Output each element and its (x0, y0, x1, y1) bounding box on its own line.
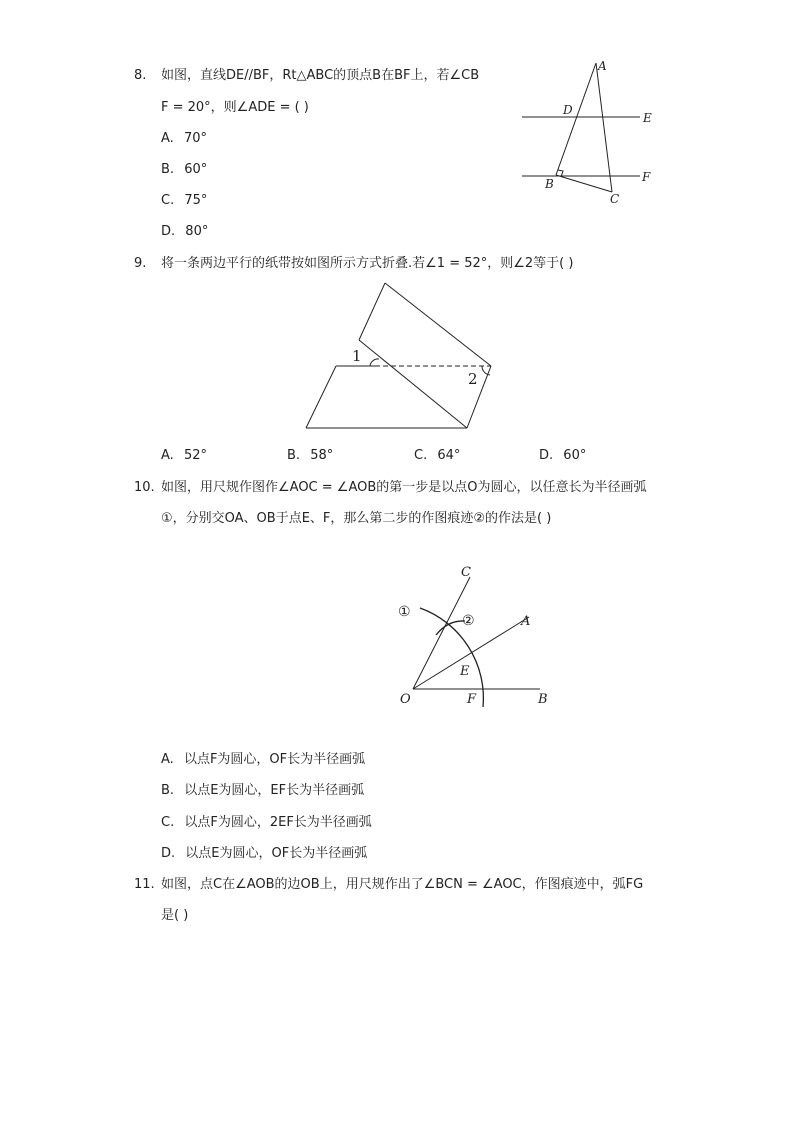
segment-ab (556, 63, 596, 175)
q10-option-c[interactable] (161, 816, 372, 829)
label-b: B (545, 177, 554, 191)
option-letter: B. (287, 448, 301, 463)
label-f: F (642, 170, 651, 184)
option-text: 以点F为圆心，OF长为半径画弧 (183, 752, 366, 767)
q9-option-d[interactable] (539, 449, 586, 462)
q9-number: 9. (134, 256, 147, 271)
option-text: 52° (183, 448, 207, 463)
q9-stem: 将一条两边平行的纸带按如图所示方式折叠.若∠1 = 52°，则∠2等于( ) (161, 256, 574, 271)
option-text: 58° (310, 448, 334, 463)
angle-2-label: 2 (468, 370, 478, 388)
q8-option-c[interactable] (161, 194, 207, 207)
label-b: B (538, 692, 548, 707)
option-text: 以点F为圆心，2EF长为半径画弧 (184, 815, 372, 830)
q8-number: 8. (134, 68, 147, 83)
angle-1-arc (370, 359, 379, 366)
option-text: 80° (185, 224, 209, 239)
label-c: C (461, 565, 471, 580)
option-letter: B. (161, 162, 175, 177)
segment-bc (556, 175, 612, 192)
q8-option-d[interactable] (161, 225, 208, 238)
label-e: E (460, 664, 470, 679)
label-a: A (598, 59, 607, 73)
angle-1-label: 1 (352, 347, 362, 365)
option-letter: C. (161, 193, 175, 208)
q10-stem-line1: 如图，用尺规作图作∠AOC = ∠AOB的第一步是以点O为圆心，以任意长为半径画弧 (161, 480, 647, 495)
q8-stem-line2: F = 20°，则∠ADE = ( ) (161, 100, 309, 115)
label-o: O (400, 692, 411, 707)
segment-ac (596, 63, 612, 192)
option-text: 60° (184, 162, 208, 177)
option-letter: D. (539, 448, 554, 463)
option-letter: B. (161, 783, 175, 798)
q10-option-b[interactable] (161, 784, 364, 797)
q8-option-a[interactable] (161, 132, 207, 145)
label-f: F (467, 692, 477, 707)
q10-option-d[interactable] (161, 847, 367, 860)
folded-bottom-edge (359, 340, 467, 428)
q8-stem-line1: 如图，直线DE//BF，Rt△ABC的顶点B在BF上，若∠CB (161, 68, 480, 83)
option-text: 60° (563, 448, 587, 463)
q8-option-b[interactable] (161, 163, 207, 176)
arc-2-label: ② (462, 613, 475, 629)
q9-option-b[interactable] (287, 449, 333, 462)
q10-stem-line2: ①，分别交OA、OB于点E、F，那么第二步的作图痕迹②的作法是( ) (161, 511, 552, 526)
q10-number: 10. (134, 480, 155, 495)
q11-stem-line2: 是( ) (161, 908, 189, 923)
q9-option-c[interactable] (414, 449, 460, 462)
option-letter: A. (161, 752, 174, 767)
option-letter: C. (414, 448, 428, 463)
strip-left-edge (306, 366, 336, 428)
folded-top-edge (385, 283, 491, 366)
label-a: A (521, 614, 531, 629)
label-e: E (643, 111, 652, 125)
option-letter: D. (161, 846, 176, 861)
q9-figure (300, 275, 500, 435)
q9-option-a[interactable] (161, 449, 207, 462)
option-letter: A. (161, 131, 174, 146)
option-text: 以点E为圆心，OF长为半径画弧 (185, 846, 368, 861)
option-text: 70° (183, 131, 207, 146)
option-text: 75° (184, 193, 208, 208)
option-letter: C. (161, 815, 175, 830)
q8-figure (515, 55, 665, 210)
q11-stem-line1: 如图，点C在∠AOB的边OB上，用尺规作出了∠BCN = ∠AOC，作图痕迹中，弧FG (161, 877, 644, 892)
option-text: 以点E为圆心，EF长为半径画弧 (184, 783, 365, 798)
q11-number: 11. (134, 877, 155, 892)
label-d: D (563, 103, 573, 117)
folded-left-edge (359, 283, 385, 340)
option-letter: D. (161, 224, 176, 239)
option-text: 64° (437, 448, 461, 463)
q10-figure (390, 560, 560, 710)
arc-1-label: ① (398, 604, 411, 620)
label-c: C (610, 192, 620, 206)
arc-2 (436, 621, 465, 635)
q10-option-a[interactable] (161, 753, 365, 766)
option-letter: A. (161, 448, 174, 463)
